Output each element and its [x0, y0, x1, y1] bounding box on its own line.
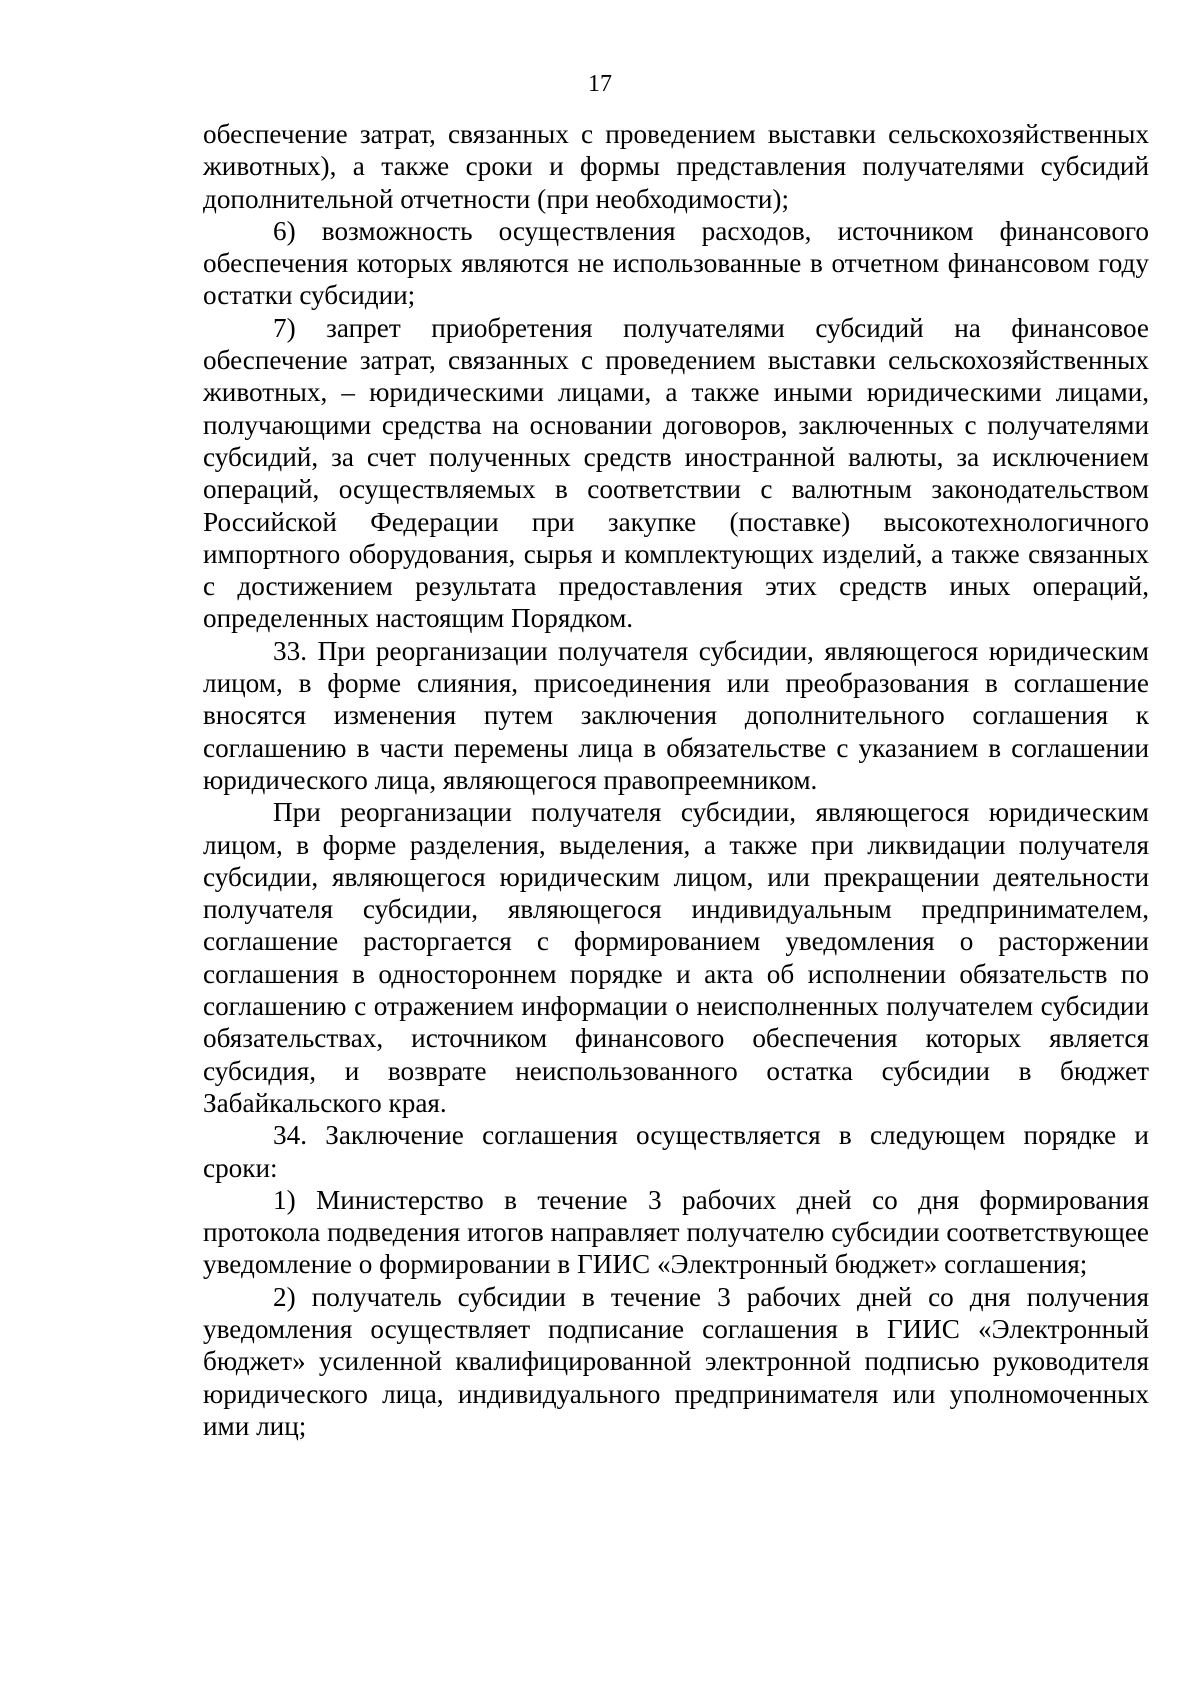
paragraph-clause-33-second: При реорганизации получателя субсидии, являющегося юридическим лицом, в форме разделения, выделения, а также при ликвидации получателя субсидии, являющегося юридическим лицом, или прекращении деятельности получателя субсидии, являющегося индивидуальным предпринимателем, соглашение расторгается с формированием уведомления о расторжении соглашения в одностороннем порядке и акта об исполнении обязательств по соглашению с отражением информации о неисполненных получателем субсидии обязательствах, источником финансового обеспечения которых является субсидия, и возврате неиспользованного остатка субсидии в бюджет Забайкальского края.: [203, 797, 1149, 1118]
document-body: [203, 118, 1149, 1442]
paragraph-continuation: обеспечение затрат, связанных с проведением выставки сельскохозяйственных животных), а также сроки и формы представления получателями субсидий дополнительной отчетности (при необходимости);: [203, 119, 1149, 214]
paragraph-item-6: 6) возможность осуществления расходов, источником финансового обеспечения которых являются не использованные в отчетном финансовом году остатки субсидии;: [203, 215, 1149, 311]
paragraph-clause-34-item-2: 2) получатель субсидии в течение 3 рабочих дней со дня получения уведомления осуществляет подписание соглашения в ГИИС «Электронный бюджет» усиленной квалифицированной электронной подписью руководителя юридического лица, индивидуального предпринимателя или уполномоченных ими лиц;: [203, 1281, 1149, 1441]
paragraph-clause-34: 34. Заключение соглашения осуществляется в следующем порядке и сроки:: [203, 1120, 1149, 1183]
paragraph-clause-34-item-1: 1) Министерство в течение 3 рабочих дней со дня формирования протокола подведения итогов направляет получателю субсидии соответствующее уведомление о формировании в ГИИС «Электронный бюджет» соглашения;: [203, 1184, 1149, 1280]
paragraph-clause-33: 33. При реорганизации получателя субсидии, являющегося юридическим лицом, в форме слияния, присоединения или преобразования в соглашение вносятся изменения путем заключения дополнительного соглашения к соглашению в части перемены лица в обязательстве с указанием в соглашении юридического лица, являющегося правопреемником.: [203, 635, 1149, 795]
page-number: 17: [588, 71, 612, 97]
paragraph-item-7: 7) запрет приобретения получателями субсидий на финансовое обеспечение затрат, связанных с проведением выставки сельскохозяйственных животных, – юридическими лицами, а также иными юридическими лицами, получающими средства на основании договоров, заключенных с получателями субсидий, за счет полученных средств иностранной валюты, за исключением операций, осуществляемых в соответствии с валютным законодательством Российской Федерации при закупке (поставке) высокотехнологичного импортного оборудования, сырья и комплектующих изделий, а также связанных с достижением результата предоставления этих средств иных операций, определенных настоящим Порядком.: [203, 312, 1149, 634]
